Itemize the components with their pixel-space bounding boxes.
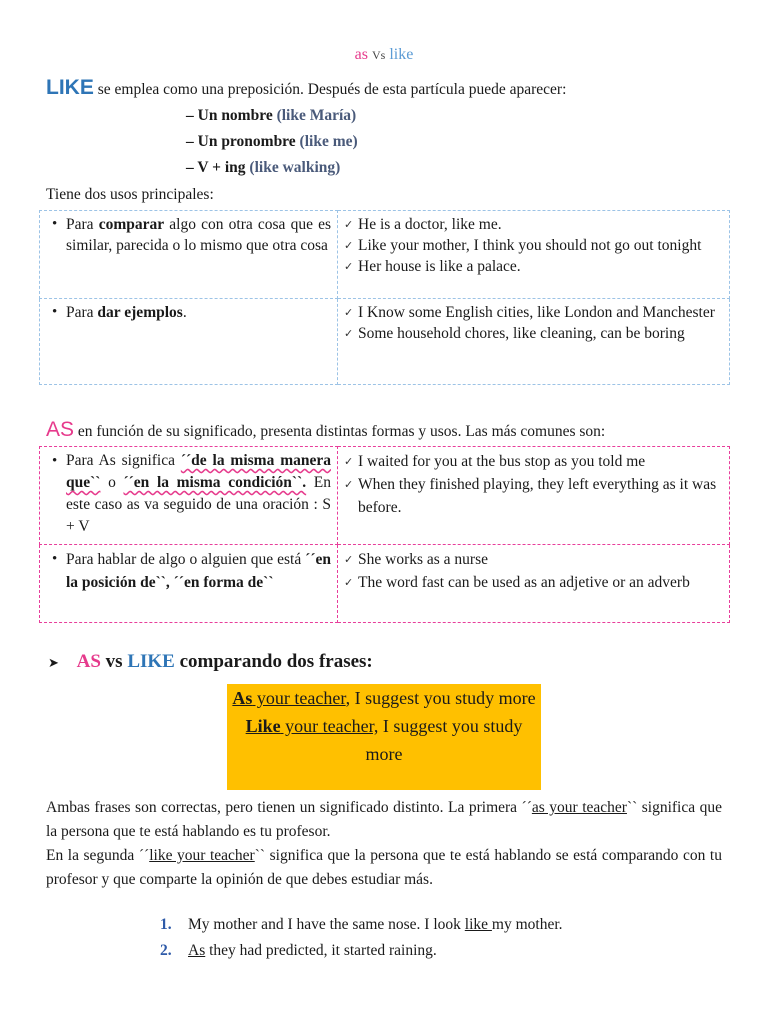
compare-heading: ➤ AS vs LIKE comparando dos frases: <box>48 651 373 672</box>
as-uses-table <box>39 446 730 623</box>
example-item: ✓ The word fast can be used as an adjetive or an adverb <box>344 571 723 594</box>
like-example-examples <box>338 299 730 385</box>
example-item: ✓ I waited for you at the bus stop as you told me <box>344 450 723 473</box>
example-item: ✓ When they finished playing, they left everything as it was before. <box>344 473 723 519</box>
arrow-bullet-icon: ➤ <box>48 656 59 671</box>
title-vs: Vs <box>371 48 386 62</box>
as-use-position: • Para hablar de algo o alguien que está ´´en la posición de``, ´´en forma de`` <box>40 545 338 623</box>
comparison-sentence-like: Like your teacher, I suggest you study more <box>245 716 523 764</box>
like-forms-list <box>186 105 358 183</box>
table-row <box>40 299 730 385</box>
title-like: like <box>389 46 414 63</box>
title-as: as <box>354 46 368 63</box>
explanation-para-2: En la segunda ´´like your teacher`` significa que la persona que te está hablando se está comparando con tu profesor y que comparte la opinión de que debes estudiar más. <box>46 847 722 888</box>
example-item: ✓ Like your mother, I think you should not go out tonight <box>344 235 723 256</box>
example-item: ✓ I Know some English cities, like London and Manchester <box>344 302 723 323</box>
comparison-box <box>227 684 541 790</box>
page-title <box>0 46 768 64</box>
like-keyword: LIKE <box>46 76 94 99</box>
as-use-manner: • Para As significa ´´de la misma manera que`` o ´´en la misma condición``. En este caso as va seguido de una oración : S + V <box>40 447 338 545</box>
like-uses-heading: Tiene dos usos principales: <box>46 186 214 203</box>
examples-list <box>160 914 563 966</box>
like-form-item: – V + ing (like walking) <box>186 159 341 176</box>
example-item: ✓ Her house is like a palace. <box>344 256 723 277</box>
as-intro-text: en función de su significado, presenta distintas formas y usos. Las más comunes son: <box>77 423 606 440</box>
like-form-item: – Un nombre (like María) <box>186 107 357 124</box>
table-row <box>40 447 730 545</box>
like-compare-examples <box>338 211 730 299</box>
like-intro <box>46 76 746 100</box>
list-item: 2. As they had predicted, it started raining. <box>160 942 437 959</box>
list-item: 1. My mother and I have the same nose. I look like my mother. <box>160 916 563 933</box>
like-uses-table <box>39 210 730 385</box>
as-intro <box>46 418 746 442</box>
example-item: ✓ Some household chores, like cleaning, can be boring <box>344 323 723 344</box>
like-use-examples: • Para dar ejemplos. <box>40 299 338 385</box>
table-row <box>40 211 730 299</box>
as-keyword: AS <box>46 418 75 441</box>
as-manner-examples <box>338 447 730 545</box>
table-row <box>40 545 730 623</box>
as-position-examples <box>338 545 730 623</box>
like-use-compare: • Para comparar algo con otra cosa que es similar, parecida o lo mismo que otra cosa <box>40 211 338 299</box>
like-intro-text: se emplea como una preposición. Después de esta partícula puede aparecer: <box>97 81 567 98</box>
example-item: ✓ He is a doctor, like me. <box>344 214 723 235</box>
explanation <box>46 796 722 892</box>
comparison-sentence-as: As your teacher, I suggest you study more <box>232 688 536 708</box>
explanation-para-1: Ambas frases son correctas, pero tienen un significado distinto. La primera ´´as your teacher`` significa que la persona que te está hablando es tu profesor. <box>46 799 723 840</box>
like-form-item: – Un pronombre (like me) <box>186 133 358 150</box>
example-item: ✓ She works as a nurse <box>344 548 723 571</box>
